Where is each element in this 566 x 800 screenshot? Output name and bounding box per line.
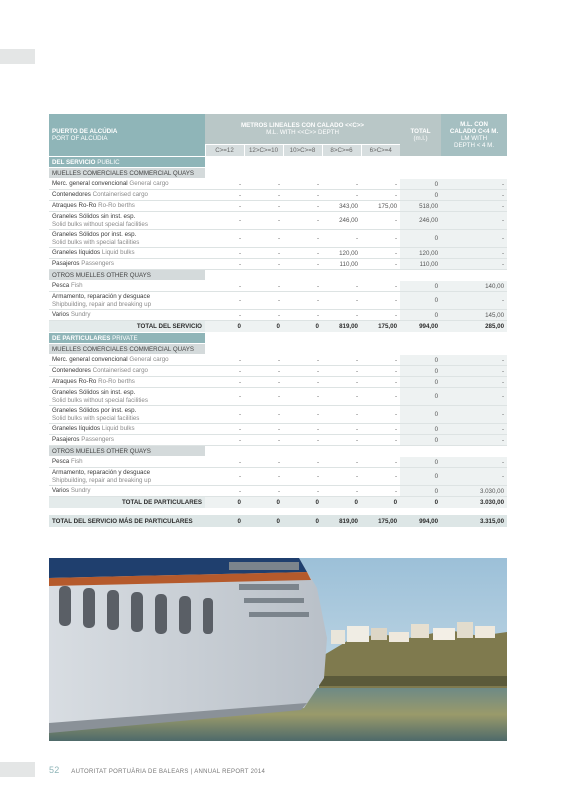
row-label-es: Contenedores	[52, 191, 91, 199]
section-title-es: DE PARTICULARES	[52, 334, 111, 342]
total-header-label: TOTAL	[410, 128, 431, 135]
section-total-value: 0	[205, 321, 244, 333]
cell-value: 0	[400, 179, 441, 190]
table-row	[49, 179, 507, 190]
table-row	[49, 201, 507, 212]
corner-tab	[0, 762, 35, 777]
group-header	[49, 446, 507, 457]
grand-total-label: TOTAL DEL SERVICIO MÁS DE PARTICULARES	[49, 515, 205, 528]
cell-value: -	[441, 406, 507, 424]
cell-value: -	[244, 457, 283, 468]
row-label-en: Sundry	[70, 487, 91, 495]
section-title	[49, 157, 205, 168]
cell-value: -	[441, 366, 507, 377]
section-title-en: PRIVATE	[112, 334, 138, 342]
cell-value: -	[322, 292, 361, 310]
cell-value: -	[361, 248, 400, 259]
table-row	[49, 230, 507, 248]
section-total-row	[49, 321, 507, 333]
section-total-value: 0	[400, 497, 441, 509]
cell-value: 0	[400, 468, 441, 486]
group-title	[49, 270, 205, 281]
shallow-header-l1: M.L. CON	[460, 120, 488, 128]
row-label-es: Contenedores	[52, 367, 91, 375]
row-label	[49, 212, 205, 230]
cell-value: -	[244, 248, 283, 259]
group-title	[49, 446, 205, 457]
grand-total-row	[49, 515, 507, 528]
cell-value: -	[283, 201, 322, 212]
cell-value: -	[244, 281, 283, 292]
cell-value: -	[322, 355, 361, 366]
row-label-en: General cargo	[129, 356, 169, 364]
cell-value: -	[205, 435, 244, 446]
row-label-es: Atraques Ro-Ro	[52, 378, 97, 386]
cell-value: -	[205, 388, 244, 406]
cell-value: -	[283, 230, 322, 248]
section-total-value: 994,00	[400, 321, 441, 333]
cell-value: -	[441, 355, 507, 366]
cell-value: -	[244, 292, 283, 310]
grand-total-value: 819,00	[322, 515, 361, 528]
cell-value: -	[361, 310, 400, 321]
cell-value: -	[283, 190, 322, 201]
shallow-header-l4: DEPTH < 4 M.	[454, 142, 495, 150]
cell-value: -	[205, 406, 244, 424]
row-label-es: Graneles Sólidos por inst. esp.	[52, 231, 137, 239]
group-title-es: MUELLES COMERCIALES	[52, 345, 128, 353]
row-label-es: Atraques Ro-Ro	[52, 202, 97, 210]
cell-value: -	[244, 230, 283, 248]
port-name: PUERTO DE ALCÚDIA	[52, 128, 118, 135]
table-row	[49, 424, 507, 435]
cell-value: 0	[400, 355, 441, 366]
cell-value: 110,00	[400, 259, 441, 270]
row-label-es: Varios	[52, 487, 70, 495]
cell-value: -	[283, 212, 322, 230]
row-label	[49, 377, 205, 388]
cell-value: -	[441, 424, 507, 435]
cell-value: -	[322, 435, 361, 446]
cell-value: 246,00	[322, 212, 361, 230]
section-total-value: 285,00	[441, 321, 507, 333]
group-title	[49, 344, 205, 355]
cell-value: -	[205, 212, 244, 230]
row-label	[49, 190, 205, 201]
cell-value: -	[244, 486, 283, 497]
cell-value: -	[205, 179, 244, 190]
section-title-es: DEL SERVICIO	[52, 158, 96, 166]
cell-value: -	[244, 424, 283, 435]
cell-value: 175,00	[361, 201, 400, 212]
cell-value: -	[361, 366, 400, 377]
table-row	[49, 486, 507, 497]
row-label	[49, 281, 205, 292]
cell-value: -	[283, 259, 322, 270]
cell-value: -	[205, 377, 244, 388]
cruise-ship-photo	[49, 558, 507, 741]
cell-value: -	[322, 406, 361, 424]
group-title-es: OTROS MUELLES	[52, 271, 105, 279]
cell-value: -	[441, 259, 507, 270]
cell-value: -	[244, 310, 283, 321]
cell-value: -	[322, 486, 361, 497]
row-label	[49, 424, 205, 435]
cell-value: -	[205, 424, 244, 435]
cell-value: -	[283, 248, 322, 259]
depth-group-title-en: M.L. WITH <<C>> DEPTH	[266, 129, 339, 136]
cell-value: 120,00	[400, 248, 441, 259]
depth-col-4: 8>C>=6	[322, 145, 361, 157]
cell-value: -	[283, 281, 322, 292]
table-row	[49, 190, 507, 201]
cell-value: -	[205, 281, 244, 292]
cell-value: 0	[400, 435, 441, 446]
cell-value: -	[244, 259, 283, 270]
cell-value: -	[361, 190, 400, 201]
cell-value: -	[205, 468, 244, 486]
table-row	[49, 388, 507, 406]
total-header-unit: (m.l.)	[413, 135, 428, 142]
cell-value: -	[283, 310, 322, 321]
cell-value: 518,00	[400, 201, 441, 212]
row-label-en: Passengers	[81, 436, 114, 444]
cell-value: -	[361, 292, 400, 310]
port-header	[49, 114, 205, 157]
cell-value: -	[205, 366, 244, 377]
row-label	[49, 457, 205, 468]
section-total-value: 175,00	[361, 321, 400, 333]
row-label-en: General cargo	[129, 180, 169, 188]
cell-value: -	[205, 355, 244, 366]
cell-value: -	[283, 468, 322, 486]
row-label-en: Sundry	[70, 311, 91, 319]
row-label-en: Liquid bulks	[101, 425, 135, 433]
cell-value: -	[441, 377, 507, 388]
section-header-private	[49, 333, 507, 344]
cell-value: -	[361, 424, 400, 435]
cell-value: -	[205, 190, 244, 201]
cell-value: -	[283, 377, 322, 388]
row-label-en: Solid bulks without special facilities	[52, 396, 148, 404]
row-label-en: Ro-Ro berths	[98, 378, 135, 386]
depth-group-title: METROS LINEALES CON CALADO <<C>>	[240, 122, 365, 129]
cell-value: -	[205, 201, 244, 212]
public-section	[49, 157, 507, 333]
cell-value: -	[322, 179, 361, 190]
cell-value: 246,00	[400, 212, 441, 230]
cell-value: -	[361, 435, 400, 446]
cell-value: -	[322, 457, 361, 468]
cell-value: -	[322, 310, 361, 321]
row-label	[49, 435, 205, 446]
row-label	[49, 310, 205, 321]
cell-value: 0	[400, 230, 441, 248]
table-row	[49, 248, 507, 259]
cell-value: -	[205, 486, 244, 497]
cell-value: -	[441, 201, 507, 212]
cell-value: 0	[400, 486, 441, 497]
row-label-es: Pesca	[52, 458, 70, 466]
group-title	[49, 168, 205, 179]
row-label-es: Armamento, reparación y desguace	[52, 469, 151, 477]
row-label-es: Graneles Sólidos por inst. esp.	[52, 407, 137, 415]
cell-value: -	[361, 355, 400, 366]
grand-total-value: 175,00	[361, 515, 400, 528]
cell-value: -	[361, 406, 400, 424]
table-row	[49, 435, 507, 446]
cell-value: -	[322, 230, 361, 248]
cell-value: -	[283, 406, 322, 424]
section-total-value: 0	[244, 497, 283, 509]
row-label	[49, 179, 205, 190]
group-title-en: COMMERCIAL QUAYS	[129, 169, 195, 177]
cell-value: -	[322, 424, 361, 435]
row-label-en: Liquid bulks	[101, 249, 135, 257]
row-label-es: Pasajeros	[52, 260, 80, 268]
cell-value: 343,00	[322, 201, 361, 212]
section-total-value: 3.030,00	[441, 497, 507, 509]
section-title	[49, 333, 205, 344]
group-header	[49, 270, 507, 281]
cell-value: -	[244, 435, 283, 446]
row-label-es: Merc. general convencional	[52, 356, 128, 364]
cell-value: -	[322, 366, 361, 377]
row-label-en: Fish	[70, 282, 83, 290]
row-label-en: Containerised cargo	[92, 191, 148, 199]
cell-value: -	[244, 201, 283, 212]
group-title-en: OTHER QUAYS	[106, 447, 151, 455]
cell-value: 145,00	[441, 310, 507, 321]
row-label-en: Solid bulks with special facilities	[52, 238, 140, 246]
cell-value: -	[441, 388, 507, 406]
table-row	[49, 259, 507, 270]
row-label	[49, 292, 205, 310]
grand-total-value: 994,00	[400, 515, 441, 528]
section-total-row	[49, 497, 507, 509]
berth-table	[49, 114, 507, 528]
cell-value: 0	[400, 457, 441, 468]
cell-value: -	[322, 190, 361, 201]
table-row	[49, 292, 507, 310]
row-label	[49, 366, 205, 377]
group-header	[49, 344, 507, 355]
row-label-en: Solid bulks with special facilities	[52, 414, 140, 422]
table-row	[49, 457, 507, 468]
cell-value: -	[322, 281, 361, 292]
cell-value: -	[283, 366, 322, 377]
depth-col-5: 6>C>=4	[361, 145, 400, 157]
shallow-header	[441, 114, 507, 157]
shallow-header-l2: CALADO C<4 M.	[449, 127, 499, 135]
port-name-en: PORT OF ALCÚDIA	[52, 135, 108, 142]
row-label-es: Graneles Sólidos sin inst. esp.	[52, 213, 136, 221]
cell-value: -	[244, 388, 283, 406]
cell-value: -	[205, 259, 244, 270]
section-header-public	[49, 157, 507, 168]
section-total-value: 0	[205, 497, 244, 509]
depth-group-header	[205, 114, 400, 145]
cell-value: -	[441, 190, 507, 201]
group-title-es: OTROS MUELLES	[52, 447, 105, 455]
row-label-es: Graneles Sólidos sin inst. esp.	[52, 389, 136, 397]
table-row	[49, 468, 507, 486]
cell-value: -	[283, 435, 322, 446]
cell-value: -	[441, 212, 507, 230]
cell-value: -	[441, 292, 507, 310]
row-label	[49, 248, 205, 259]
cell-value: -	[361, 281, 400, 292]
cell-value: -	[441, 435, 507, 446]
cell-value: 0	[400, 310, 441, 321]
cell-value: -	[205, 248, 244, 259]
row-label	[49, 388, 205, 406]
cell-value: -	[361, 486, 400, 497]
cell-value: -	[205, 310, 244, 321]
section-title-en: PUBLIC	[97, 158, 120, 166]
grand-total-value: 0	[283, 515, 322, 528]
cell-value: 0	[400, 377, 441, 388]
table-row	[49, 406, 507, 424]
cell-value: -	[205, 292, 244, 310]
row-label-en: Shipbuilding, repair and breaking up	[52, 476, 152, 484]
page-number: 52	[49, 765, 60, 775]
row-label-es: Varios	[52, 311, 70, 319]
footer-text: AUTORITAT PORTUÀRIA DE BALEARS | ANNUAL REPORT 2014	[71, 769, 266, 775]
cell-value: -	[244, 366, 283, 377]
cell-value: -	[441, 457, 507, 468]
cell-value: 0	[400, 292, 441, 310]
row-label	[49, 486, 205, 497]
cell-value: -	[283, 457, 322, 468]
cell-value: 0	[400, 190, 441, 201]
grand-total-value: 3.315,00	[441, 515, 507, 528]
grand-total-value: 0	[205, 515, 244, 528]
cell-value: -	[283, 355, 322, 366]
section-total-value: 0	[361, 497, 400, 509]
row-label	[49, 406, 205, 424]
cell-value: -	[244, 406, 283, 424]
cell-value: -	[205, 230, 244, 248]
section-total-value: 819,00	[322, 321, 361, 333]
row-label-es: Graneles líquidos	[52, 425, 101, 433]
section-total-value: 0	[283, 497, 322, 509]
row-label-es: Pesca	[52, 282, 70, 290]
row-label	[49, 259, 205, 270]
cell-value: 110,00	[322, 259, 361, 270]
row-label-es: Pasajeros	[52, 436, 80, 444]
cell-value: -	[322, 388, 361, 406]
row-label	[49, 201, 205, 212]
section-total-label: TOTAL DEL SERVICIO	[49, 321, 205, 333]
cell-value: -	[441, 179, 507, 190]
table-row	[49, 281, 507, 292]
cell-value: -	[361, 179, 400, 190]
cell-value: -	[441, 468, 507, 486]
total-header	[400, 114, 441, 157]
corner-tab	[0, 49, 35, 64]
cell-value: -	[244, 377, 283, 388]
group-title-es: MUELLES COMERCIALES	[52, 169, 128, 177]
cell-value: -	[441, 248, 507, 259]
cell-value: 3.030,00	[441, 486, 507, 497]
cell-value: 0	[400, 366, 441, 377]
table-row	[49, 212, 507, 230]
cell-value: -	[361, 259, 400, 270]
cell-value: 120,00	[322, 248, 361, 259]
cell-value: 140,00	[441, 281, 507, 292]
section-total-value: 0	[283, 321, 322, 333]
row-label-en: Passengers	[81, 260, 114, 268]
cell-value: -	[283, 292, 322, 310]
row-label	[49, 355, 205, 366]
cell-value: -	[244, 212, 283, 230]
row-label	[49, 230, 205, 248]
cell-value: -	[283, 486, 322, 497]
cell-value: -	[283, 179, 322, 190]
cell-value: -	[361, 468, 400, 486]
grand-total-value: 0	[244, 515, 283, 528]
table-row	[49, 366, 507, 377]
depth-col-3: 10>C>=8	[283, 145, 322, 157]
cell-value: -	[361, 230, 400, 248]
row-label	[49, 468, 205, 486]
footer	[49, 765, 265, 775]
cell-value: -	[361, 377, 400, 388]
row-label-en: Shipbuilding, repair and breaking up	[52, 300, 152, 308]
row-label-en: Solid bulks without special facilities	[52, 220, 148, 228]
row-label-en: Containerised cargo	[92, 367, 148, 375]
row-label-es: Merc. general convencional	[52, 180, 128, 188]
section-total-value: 0	[244, 321, 283, 333]
row-label-en: Fish	[70, 458, 83, 466]
cell-value: -	[205, 457, 244, 468]
group-header	[49, 168, 507, 179]
cell-value: 0	[400, 281, 441, 292]
group-title-en: OTHER QUAYS	[106, 271, 151, 279]
row-label-es: Armamento, reparación y desguace	[52, 293, 151, 301]
section-total-value: 0	[322, 497, 361, 509]
cell-value: 0	[400, 406, 441, 424]
cell-value: -	[283, 424, 322, 435]
shallow-header-l3: LM WITH	[460, 135, 488, 142]
table-row	[49, 310, 507, 321]
cell-value: -	[361, 457, 400, 468]
cell-value: -	[244, 355, 283, 366]
cell-value: 0	[400, 388, 441, 406]
cell-value: -	[322, 377, 361, 388]
depth-col-1: C>=12	[205, 145, 244, 157]
group-title-en: COMMERCIAL QUAYS	[129, 345, 195, 353]
table-row	[49, 355, 507, 366]
private-section	[49, 333, 507, 509]
cell-value: -	[244, 190, 283, 201]
cell-value: -	[322, 468, 361, 486]
cell-value: -	[283, 388, 322, 406]
section-total-label: TOTAL DE PARTICULARES	[49, 497, 205, 509]
cell-value: 0	[400, 424, 441, 435]
cell-value: -	[244, 468, 283, 486]
row-label-es: Graneles líquidos	[52, 249, 101, 257]
row-label-en: Ro-Ro berths	[98, 202, 135, 210]
table-row	[49, 377, 507, 388]
depth-col-2: 12>C>=10	[244, 145, 283, 157]
cell-value: -	[361, 388, 400, 406]
cell-value: -	[361, 212, 400, 230]
cell-value: -	[244, 179, 283, 190]
cell-value: -	[441, 230, 507, 248]
